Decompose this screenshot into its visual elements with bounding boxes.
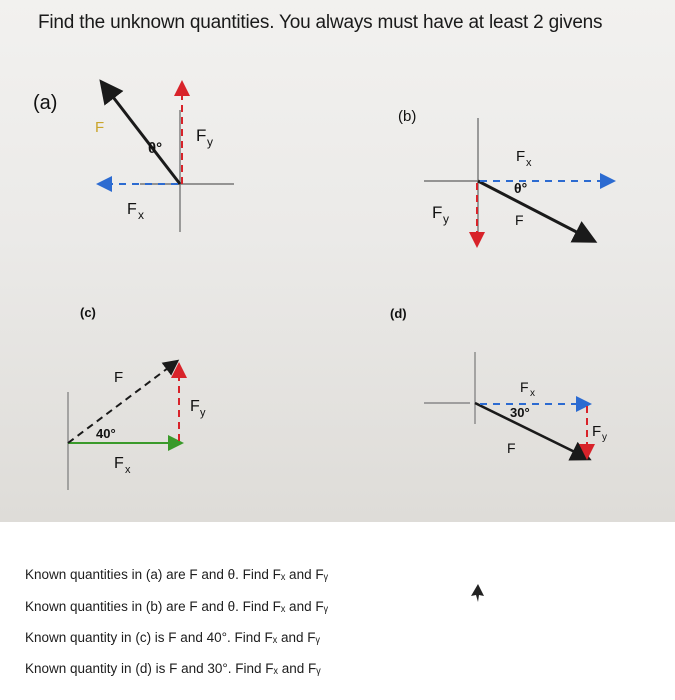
panel-b-f-label: F	[515, 212, 524, 228]
question-c: Known quantity in (c) is F and 40°. Find Fₓ and Fᵧ	[25, 630, 320, 645]
panel-c-fy-main: F	[190, 398, 200, 415]
panel-d-angle-label: 30°	[510, 405, 530, 420]
panel-b-fx-main: F	[516, 148, 526, 165]
panel-d-fx-label	[520, 379, 535, 399]
panel-c-f-label: F	[114, 369, 124, 386]
panel-c-fx-main: F	[114, 455, 124, 472]
panel-c-fx-label	[114, 455, 131, 476]
panel-d-fy-label	[592, 423, 607, 443]
panel-b-force-vector	[478, 181, 592, 240]
question-d: Known quantity in (d) is F and 30°. Find Fₓ and Fᵧ	[25, 661, 321, 676]
panel-c-fy-label	[190, 398, 206, 419]
panel-b-fy-label	[432, 203, 449, 226]
panel-d-label: (d)	[390, 306, 407, 321]
panel-a-fx-main: F	[127, 201, 137, 218]
panel-c-angle-label: 40°	[96, 426, 116, 441]
panel-a-fy-sub: y	[207, 135, 213, 149]
mouse-cursor-icon	[470, 584, 486, 604]
panel-a-f-label: F	[95, 119, 105, 136]
panel-c-fx-sub: x	[125, 464, 131, 476]
panel-b-theta-label: θ°	[514, 180, 528, 196]
panel-b-label: (b)	[398, 108, 417, 125]
panel-b-fy-sub: y	[443, 212, 449, 226]
panel-b-diagram	[424, 118, 612, 244]
panel-d-fx-sub: x	[530, 388, 535, 399]
panel-b-fx-sub: x	[526, 157, 532, 169]
panel-d-diagram	[424, 352, 607, 458]
panel-c-fy-sub: y	[200, 407, 206, 419]
panel-a-fx-sub: x	[138, 208, 144, 222]
panel-a-diagram	[95, 84, 234, 232]
panel-d-fx-main: F	[520, 379, 529, 395]
panel-d-fy-main: F	[592, 423, 602, 440]
panel-a-force-vector	[103, 84, 180, 184]
panel-d-force-vector	[475, 403, 587, 458]
panel-a-fx-label	[127, 201, 144, 222]
panel-d-f-label: F	[507, 440, 516, 456]
question-a: Known quantities in (a) are F and θ. Find Fₓ and Fᵧ	[25, 567, 328, 582]
panel-a-label: (a)	[33, 92, 58, 114]
panel-a-theta-label: θ°	[148, 140, 163, 157]
panel-a-fy-main: F	[196, 126, 207, 145]
question-b: Known quantities in (b) are F and θ. Find Fₓ and Fᵧ	[25, 599, 328, 614]
panel-d-fy-sub: y	[602, 432, 607, 443]
panel-c-diagram	[68, 362, 206, 490]
panel-a-fy-label	[196, 126, 213, 149]
questions-area	[0, 522, 675, 700]
panel-b-fy-main: F	[432, 203, 443, 222]
page-title: Find the unknown quantities. You always must have at least 2 givens	[38, 12, 603, 33]
panel-c-label: (c)	[80, 305, 96, 320]
panel-b-fx-label	[516, 148, 532, 169]
